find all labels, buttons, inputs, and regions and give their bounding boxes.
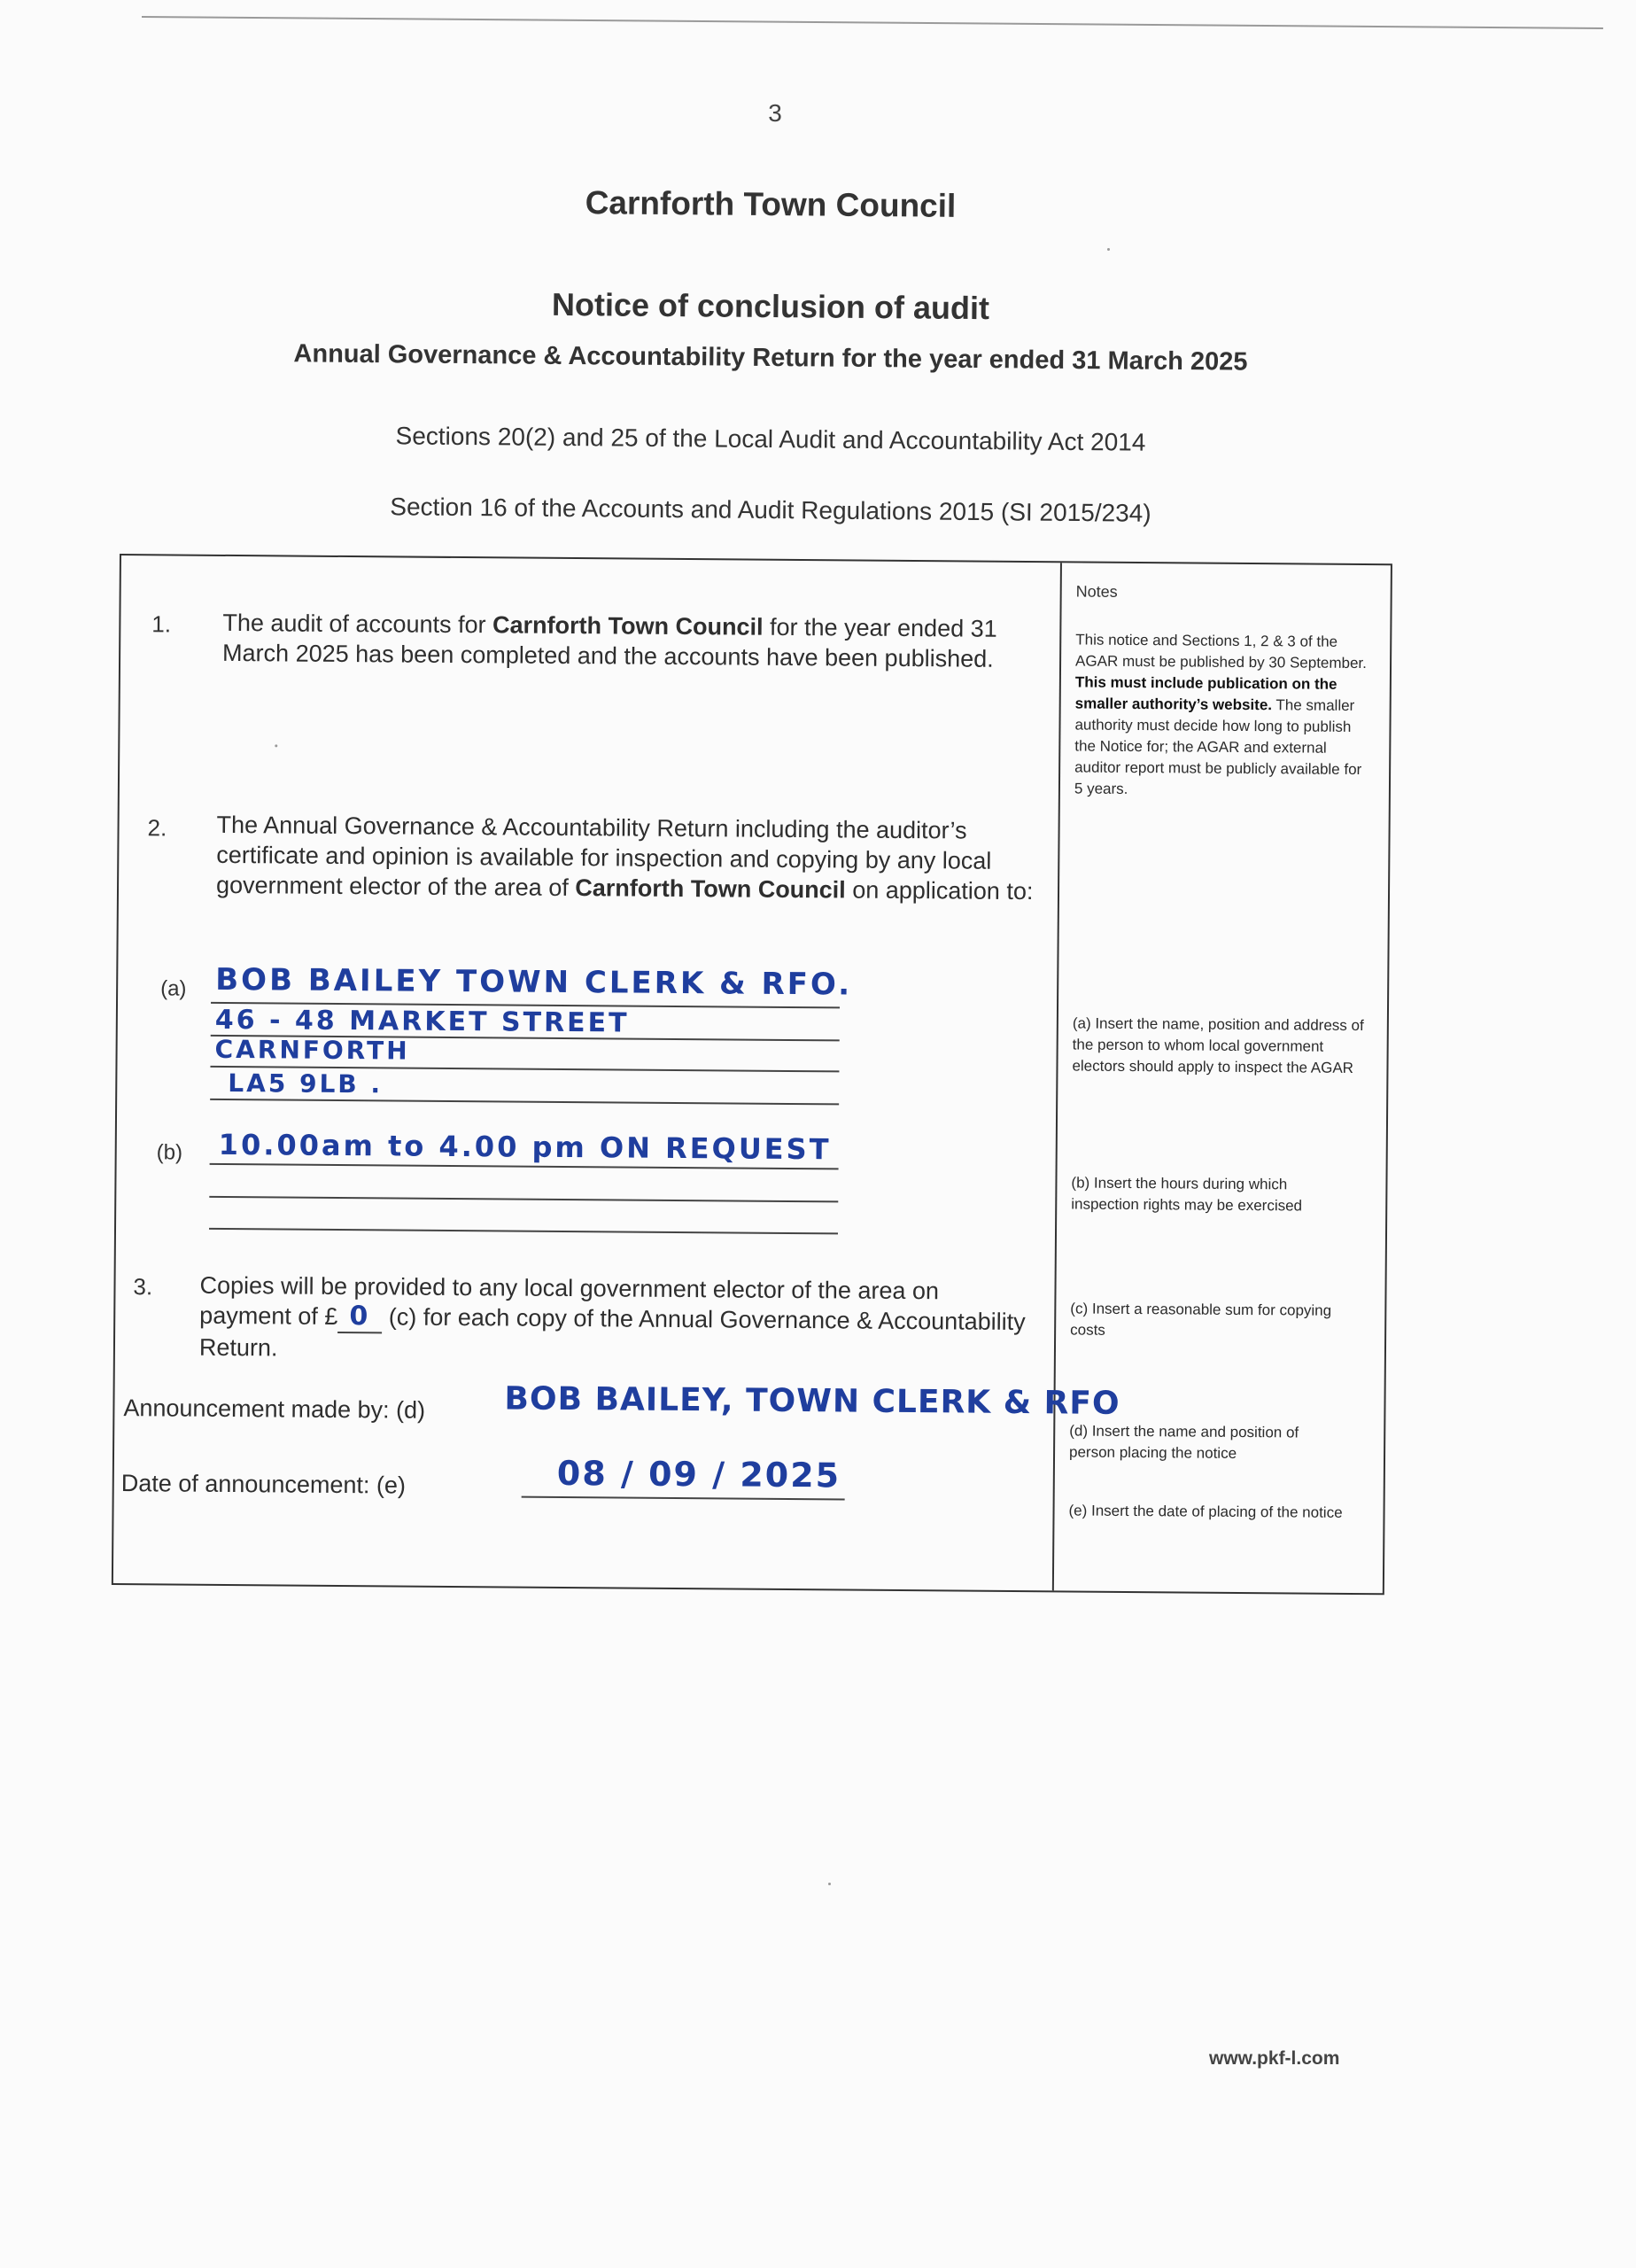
handwritten-address-line-3: CARNFORTH <box>214 1034 410 1066</box>
item-1-council-name: Carnforth Town Council <box>492 611 764 641</box>
item-2-text <box>216 810 1050 906</box>
label-b: (b) <box>156 1140 183 1165</box>
handwritten-address-line-2: 46 - 48 MARKET STREET <box>214 1004 630 1039</box>
item-2-council-name: Carnforth Town Council <box>575 874 846 904</box>
notes-heading: Notes <box>1075 582 1118 601</box>
item-2-number: 2. <box>147 814 167 842</box>
item-3-text-end: (c) for each copy of the Annual Governance & Accountability Return. <box>198 1303 1026 1362</box>
hours-underline-2 <box>209 1196 838 1203</box>
label-a: (a) <box>160 976 187 1001</box>
item-3-text-start: Copies will be provided to any local government elector of the area on payment of £ <box>199 1271 940 1330</box>
note-c: (c) Insert a reasonable sum for copying costs <box>1070 1300 1332 1339</box>
notes-intro-end: The smaller authority must decide how long to publish the Notice for; the AGAR and external auditor report must be publicly available for 5 years. <box>1074 696 1362 797</box>
item-1-text-start: The audit of accounts for <box>222 609 493 639</box>
item-2-text-start: The Annual Governance & Accountability Return including the auditor’s certificate and opinion is available for inspection and copying by any local government elector of the area of <box>215 811 992 902</box>
notice-title: Notice of conclusion of audit <box>551 285 990 327</box>
notes-intro-start: This notice and Sections 1, 2 & 3 of the AGAR must be published by 30 September. <box>1075 631 1368 672</box>
notice-form-box <box>112 554 1392 1595</box>
handwritten-announcement-date: 08 / 09 / 2025 <box>556 1453 841 1495</box>
legal-reference-regulations: Section 16 of the Accounts and Audit Regulations 2015 (SI 2015/234) <box>390 493 1151 527</box>
date-underline <box>522 1496 845 1501</box>
item-3-number: 3. <box>133 1273 153 1301</box>
hours-underline-3 <box>209 1228 838 1235</box>
handwritten-copy-fee: 0 <box>337 1301 382 1333</box>
scan-speck <box>1107 248 1110 251</box>
address-underline-4 <box>210 1099 839 1106</box>
handwritten-announcement-by: BOB BAILEY, TOWN CLERK & RFO <box>504 1380 1120 1422</box>
scan-speck <box>275 744 277 747</box>
item-2-text-end: on application to: <box>845 876 1034 905</box>
note-e: (e) Insert the date of placing of the notice <box>1068 1502 1343 1521</box>
note-b: (b) Insert the hours during which inspection rights may be exercised <box>1071 1174 1303 1215</box>
note-a: (a) Insert the name, position and address of the person to whom local government electors should apply to inspect the AGAR <box>1072 1014 1364 1076</box>
handwritten-address-line-1: BOB BAILEY TOWN CLERK & RFO. <box>215 961 853 1003</box>
handwritten-address-line-4: LA5 9LB . <box>228 1068 384 1099</box>
item-1-text-end: for the year ended 31 March 2025 has been completed and the accounts have been published. <box>222 613 997 672</box>
date-label: Date of announcement: (e) <box>120 1470 407 1499</box>
notes-intro-website-requirement: This must include publication on the smaller authority’s website. <box>1074 673 1337 714</box>
scan-top-edge-line <box>142 16 1603 29</box>
handwritten-inspection-hours: 10.00am to 4.00 pm ON REQUEST <box>218 1127 832 1167</box>
note-d: (d) Insert the name and position of person placing the notice <box>1068 1422 1299 1462</box>
item-3-text <box>199 1270 1033 1369</box>
page-number: 3 <box>768 99 782 127</box>
notes-intro <box>1074 629 1372 802</box>
notes-column-divider <box>1052 563 1062 1590</box>
footer-url: www.pkf-l.com <box>1209 2048 1340 2069</box>
legal-reference-act: Sections 20(2) and 25 of the Local Audit and Accountability Act 2014 <box>395 422 1146 456</box>
item-1-text <box>222 608 1047 674</box>
scan-speck <box>828 1883 831 1885</box>
council-name: Carnforth Town Council <box>585 184 957 224</box>
item-1-number: 1. <box>151 610 172 638</box>
announcement-label: Announcement made by: (d) <box>123 1394 426 1424</box>
notice-subtitle: Annual Governance & Accountability Return for the year ended 31 March 2025 <box>293 339 1248 377</box>
